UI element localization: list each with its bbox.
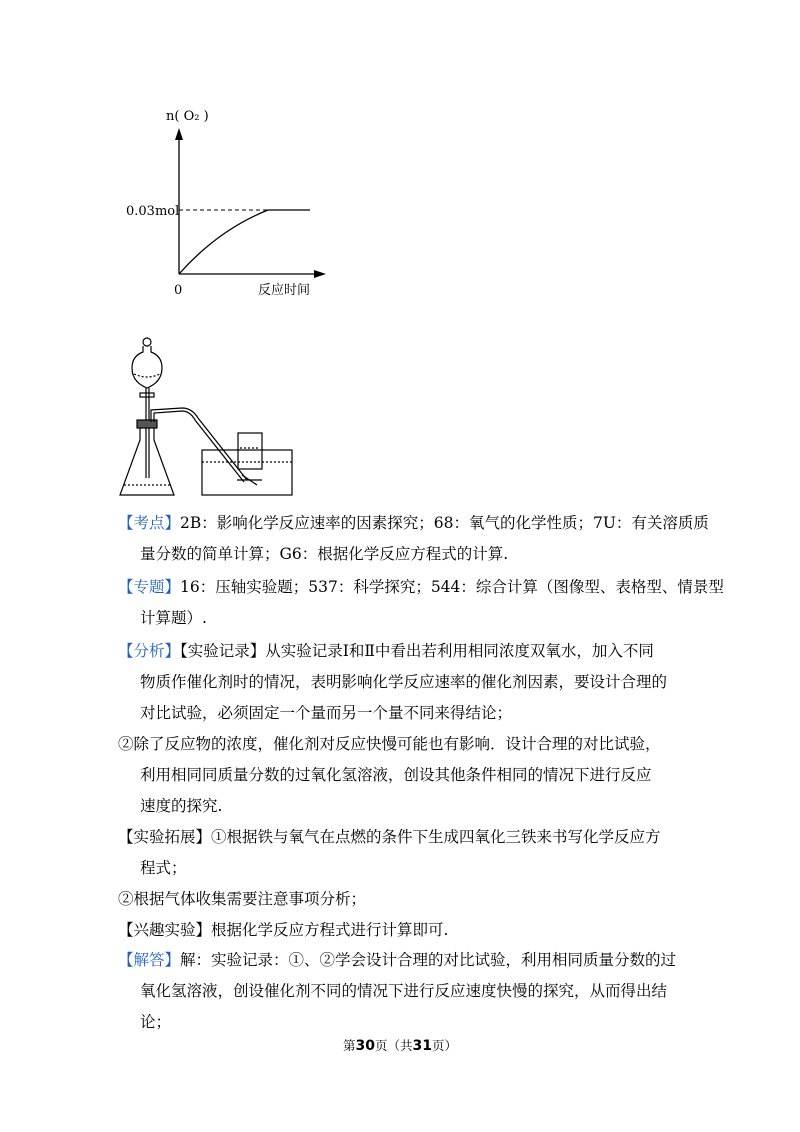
fenxi-line-2: 物质作催化剂时的情况，表明影响化学反应速率的催化剂因素，要设计合理的	[140, 673, 668, 691]
fenxi-line-3: 对比试验，必须固定一个量而另一个量不同来得结论；	[140, 704, 513, 722]
kaodian-line-2: 量分数的简单计算；G6：根据化学反应方程式的计算.	[140, 545, 509, 563]
delivery-tube-inner	[154, 411, 244, 482]
graph-x-arrow	[314, 270, 326, 278]
collecting-bottle	[238, 433, 262, 469]
zhuanti-line-1: 16：压轴实验题；537：科学探究；544：综合计算（图像型、表格型、情景型	[180, 578, 724, 596]
graph-x-label: 反应时间	[258, 283, 311, 298]
fenxi-line-9: ②根据气体收集需要注意事项分析；	[118, 890, 367, 908]
experiment-apparatus	[112, 330, 312, 505]
graph-curve	[179, 210, 310, 274]
section-fenxi	[118, 636, 698, 946]
graph-origin-label: 0	[174, 283, 183, 298]
jieda-line-2: 氧化氢溶液，创设催化剂不同的情况下进行反应速度快慢的探究，从而得出结	[140, 982, 668, 1000]
section-kaodian	[118, 508, 709, 570]
graph-y-value-label: 0.03mol	[126, 204, 180, 219]
tag-zhuanti: 【专题】	[118, 578, 181, 596]
tag-kaodian: 【考点】	[118, 514, 181, 532]
kaodian-line-1: 2B：影响化学反应速率的因素探究；68：氧气的化学性质；7U：有关溶质质	[180, 514, 709, 532]
tag-jieda: 【解答】	[118, 951, 181, 969]
fenxi-line-5: 利用相同同质量分数的过氧化氢溶液，创设其他条件相同的情况下进行反应	[140, 766, 652, 784]
funnel-liquid	[134, 374, 160, 377]
fenxi-line-8: 程式；	[140, 859, 187, 877]
section-jieda	[118, 945, 698, 1038]
current-page-number: 30	[355, 1038, 375, 1054]
separatory-funnel	[132, 346, 162, 388]
fenxi-line-6: 速度的探究.	[140, 797, 223, 815]
funnel-stopcock	[140, 393, 154, 397]
fenxi-line-10: 【兴趣实验】根据化学反应方程式进行计算即可.	[118, 921, 449, 939]
graph-y-arrow	[175, 128, 183, 140]
funnel-stopper	[143, 338, 151, 346]
fenxi-line-4: ②除了反应物的浓度，催化剂对反应快慢可能也有影响．设计合理的对比试验，	[118, 735, 661, 753]
water-trough	[202, 450, 292, 495]
oxygen-amount-graph	[118, 100, 338, 305]
total-page-number: 31	[412, 1038, 432, 1054]
tag-fenxi: 【分析】	[118, 642, 181, 660]
fenxi-line-1: 【实验记录】从实验记录Ⅰ和Ⅱ中看出若利用相同浓度双氧水，加入不同	[180, 642, 654, 660]
zhuanti-line-2: 计算题）.	[140, 609, 207, 627]
fenxi-line-7: 【实验拓展】①根据铁与氧气在点燃的条件下生成四氧化三铁来书写化学反应方	[118, 828, 661, 846]
graph-y-label: n( O₂ )	[166, 109, 209, 124]
trough-shelf	[237, 475, 262, 485]
jieda-line-1: 解：实验记录：①、②学会设计合理的对比试验，利用相同质量分数的过	[180, 951, 677, 969]
jieda-line-3: 论；	[140, 1013, 172, 1031]
section-zhuanti	[118, 572, 724, 634]
page-footer: 第30页（共31页）	[342, 1038, 457, 1054]
delivery-tube	[151, 408, 247, 480]
